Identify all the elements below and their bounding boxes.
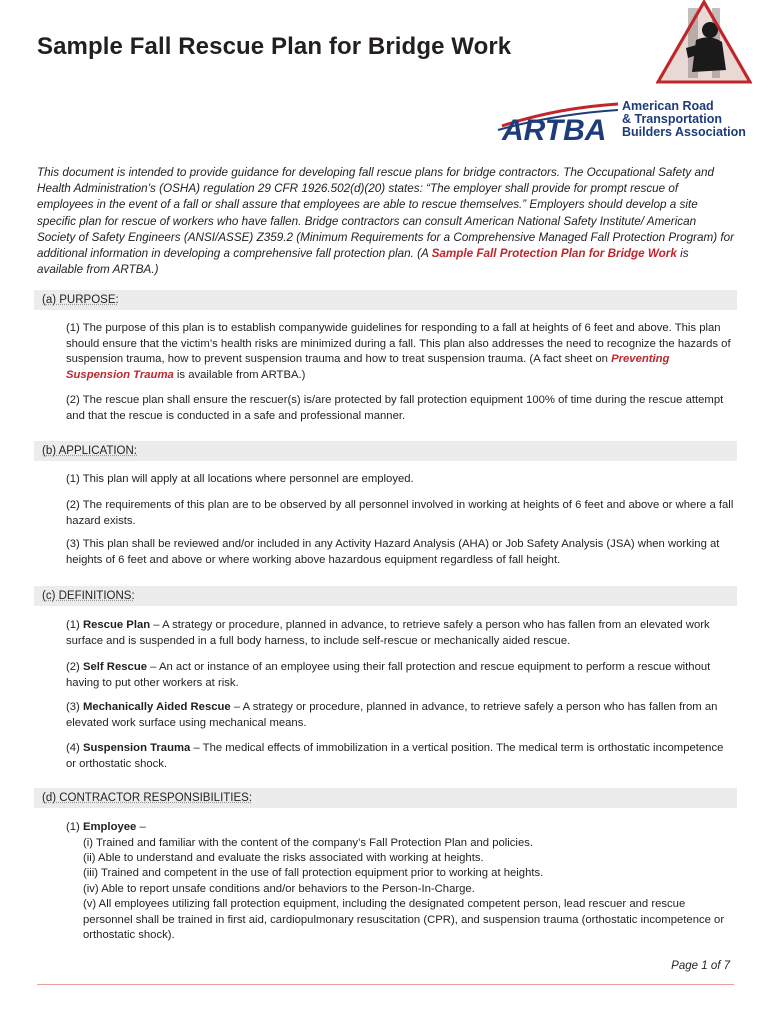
intro-paragraph: This document is intended to provide guidance for developing fall rescue plans for bridge contractors. The Occupational Safety and Health Administration’s (OSHA) regulation 29 CFR 1926.502(d)(20) states: “The employer shall provide for prompt rescue of employees in the event of a fall or shall assure that employees are able to rescue themselves.” Employers should develop a site specific plan for rescue of workers who have fallen. Bridge contractors can consult American National Safety Institute/ American Society of Safety Engineers (ANSI/ASSE) Z359.2 (Minimum Requirements for a Comprehensive Managed Fall Protection Program) for additional information in developing a comprehensive fall protection plan. (A Sample Fall Protection Plan for Bridge Work is available from ARTBA.) xyxy=(37,166,734,277)
definition-suspension-trauma: (4) Suspension Trauma – The medical effects of immobilization in a vertical position. The medical term is orthostatic incompetence or orthostatic shock. xyxy=(66,742,724,770)
worker-photo xyxy=(656,0,752,84)
definition-rescue-plan: (1) Rescue Plan – A strategy or procedure, planned in advance, to retrieve safely a person who has fallen from an elevated work surface and is suspended in a full body harness, to include self-rescue or mechanically aided rescue. xyxy=(66,619,710,647)
artba-logo-mark xyxy=(496,100,620,144)
application-item-3: (3) This plan shall be reviewed and/or included in any Activity Hazard Analysis (AHA) or Job Safety Analysis (JSA) when working at heights of 6 feet and above or where working above hazardous equipment regardless of fall height. xyxy=(66,538,720,566)
employee-heading: (1) Employee – xyxy=(66,821,146,833)
purpose-item-1: (1) The purpose of this plan is to establish companywide guidelines for responding to a fall at heights of 6 feet and above. This plan should ensure that the victim’s health risks are minimized during a fall. This plan also addresses the need to recognize the hazards of suspension trauma, how to prevent suspension trauma and how to treat suspension trauma. (A fact sheet on Preventing Suspension Trauma is available from ARTBA.) xyxy=(66,322,731,381)
application-item-1: (1) This plan will apply at all locations where personnel are employed. xyxy=(66,473,414,485)
employee-item-4: (iv) Able to report unsafe conditions and/or behaviors to the Person-In-Charge. xyxy=(83,883,475,895)
svg-text:ARTBA: ARTBA xyxy=(502,114,607,144)
employee-item-2: (ii) Able to understand and evaluate the risks associated with working at heights. xyxy=(83,852,484,864)
definition-mechanically-aided-rescue: (3) Mechanically Aided Rescue – A strategy or procedure, planned in advance, to retrieve safely a person who has fallen from an elevated work surface using mechanical means. xyxy=(66,701,718,729)
sample-plan-link[interactable]: Sample Fall Protection Plan for Bridge Work xyxy=(431,247,677,261)
section-contractor-responsibilities: (d) CONTRACTOR RESPONSIBILITIES: xyxy=(34,788,737,808)
footer-divider xyxy=(37,984,734,985)
application-item-2: (2) The requirements of this plan are to be observed by all personnel involved in working at heights of 6 feet and above or where a fall hazard exists. xyxy=(66,499,734,527)
section-purpose: (a) PURPOSE: xyxy=(34,290,737,310)
definition-self-rescue: (2) Self Rescue – An act or instance of an employee using their fall protection and rescue equipment to perform a rescue without having to put other workers at risk. xyxy=(66,661,711,689)
employee-item-1: (i) Trained and familiar with the content of the company’s Fall Protection Plan and policies. xyxy=(83,837,534,849)
suspension-trauma-link[interactable]: Preventing Suspension Trauma xyxy=(66,353,670,381)
page-title: Sample Fall Rescue Plan for Bridge Work xyxy=(37,33,512,60)
employee-item-3: (iii) Trained and competent in the use of fall protection equipment prior to working at heights. xyxy=(83,867,544,879)
section-application: (b) APPLICATION: xyxy=(34,441,737,461)
org-name: American Road & Transportation Builders Association xyxy=(622,99,746,139)
purpose-item-2: (2) The rescue plan shall ensure the rescuer(s) is/are protected by fall protection equipment 100% of time during the rescue attempt and that the rescue is conducted in a safe and professional manner. xyxy=(66,394,724,422)
page-number: Page 1 of 7 xyxy=(671,960,730,972)
artba-logo xyxy=(496,100,746,144)
employee-item-5: (v) All employees utilizing fall protection equipment, including the designated competent person, lead rescuer and rescue personnel shall be trained in first aid, cardiopulmonary resuscitation (CPR), and suspension trauma (orthostatic incompetence or orthostatic shock). xyxy=(83,898,725,942)
section-definitions: (c) DEFINITIONS: xyxy=(34,586,737,606)
